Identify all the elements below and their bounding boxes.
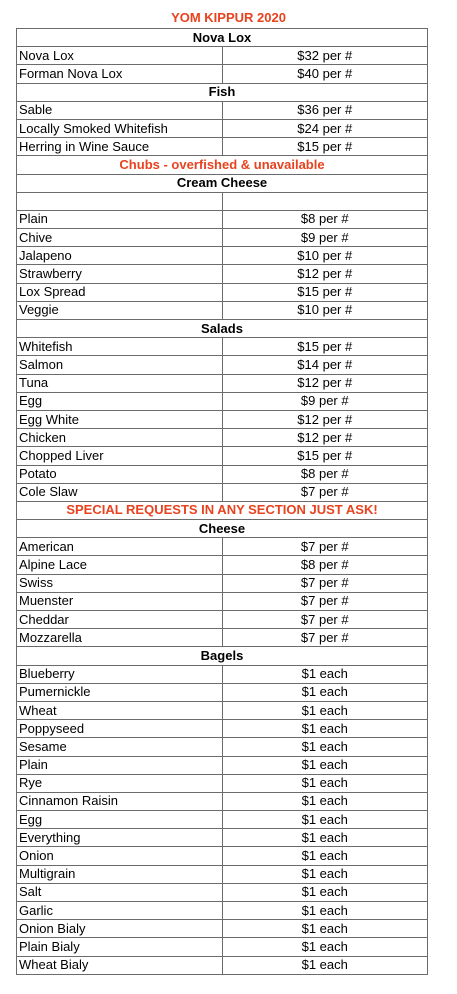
table-row [17, 483, 428, 501]
item-name: Forman Nova Lox [17, 65, 223, 83]
section-header: Cheese [17, 520, 428, 538]
table-row [17, 119, 428, 137]
item-name: Everything [17, 829, 223, 847]
item-name: Egg [17, 811, 223, 829]
table-row [17, 465, 428, 483]
item-name: Veggie [17, 301, 223, 319]
item-price: $1 each [222, 738, 428, 756]
item-name: Pumernickle [17, 683, 223, 701]
item-price: $1 each [222, 865, 428, 883]
item-price: $7 per # [222, 574, 428, 592]
item-name: Muenster [17, 592, 223, 610]
item-name: Poppyseed [17, 720, 223, 738]
item-name: Chicken [17, 429, 223, 447]
item-price: $8 per # [222, 465, 428, 483]
notice-text: SPECIAL REQUESTS IN ANY SECTION JUST ASK! [17, 501, 428, 519]
table-row [17, 229, 428, 247]
table-row [17, 556, 428, 574]
item-price: $1 each [222, 701, 428, 719]
item-price: $15 per # [222, 338, 428, 356]
item-price: $12 per # [222, 429, 428, 447]
table-row [17, 47, 428, 65]
table-row [17, 265, 428, 283]
item-price: $1 each [222, 829, 428, 847]
table-row [17, 774, 428, 792]
item-name: Egg White [17, 410, 223, 428]
item-price: $8 per # [222, 556, 428, 574]
item-price: $1 each [222, 774, 428, 792]
item-price: $40 per # [222, 65, 428, 83]
section-header-row [17, 647, 428, 665]
item-name: Plain Bialy [17, 938, 223, 956]
item-name: Plain [17, 756, 223, 774]
item-price: $10 per # [222, 247, 428, 265]
table-row [17, 956, 428, 974]
section-header-row [17, 29, 428, 47]
blank-cell-item [17, 192, 223, 210]
item-price: $1 each [222, 665, 428, 683]
item-name: American [17, 538, 223, 556]
table-row [17, 847, 428, 865]
table-row [17, 338, 428, 356]
item-price: $1 each [222, 720, 428, 738]
notice-row [17, 501, 428, 519]
table-row [17, 538, 428, 556]
item-name: Cinnamon Raisin [17, 792, 223, 810]
table-row [17, 883, 428, 901]
table-row [17, 101, 428, 119]
item-price: $32 per # [222, 47, 428, 65]
item-name: Cole Slaw [17, 483, 223, 501]
notice-text: Chubs - overfished & unavailable [17, 156, 428, 174]
section-header-row [17, 174, 428, 192]
table-row [17, 374, 428, 392]
item-price: $1 each [222, 938, 428, 956]
section-header: Cream Cheese [17, 174, 428, 192]
item-name: Tuna [17, 374, 223, 392]
item-price: $7 per # [222, 611, 428, 629]
table-row [17, 283, 428, 301]
section-header: Fish [17, 83, 428, 101]
item-price: $1 each [222, 847, 428, 865]
item-price: $36 per # [222, 101, 428, 119]
item-name: Strawberry [17, 265, 223, 283]
item-price: $7 per # [222, 629, 428, 647]
notice-row [17, 156, 428, 174]
item-name: Egg [17, 392, 223, 410]
section-header: Bagels [17, 647, 428, 665]
item-name: Herring in Wine Sauce [17, 138, 223, 156]
table-row [17, 920, 428, 938]
table-row [17, 756, 428, 774]
table-row [17, 792, 428, 810]
price-list-body [17, 29, 428, 975]
table-row [17, 210, 428, 228]
item-price: $8 per # [222, 210, 428, 228]
item-name: Onion [17, 847, 223, 865]
table-row [17, 629, 428, 647]
table-row [17, 429, 428, 447]
item-name: Sable [17, 101, 223, 119]
item-name: Garlic [17, 902, 223, 920]
section-header: Salads [17, 320, 428, 338]
table-row [17, 574, 428, 592]
table-row [17, 665, 428, 683]
table-row [17, 701, 428, 719]
item-price: $9 per # [222, 229, 428, 247]
item-price: $1 each [222, 956, 428, 974]
table-row [17, 902, 428, 920]
table-row [17, 447, 428, 465]
table-row [17, 65, 428, 83]
item-name: Plain [17, 210, 223, 228]
item-name: Potato [17, 465, 223, 483]
table-row [17, 865, 428, 883]
table-row [17, 392, 428, 410]
item-name: Mozzarella [17, 629, 223, 647]
table-row [17, 829, 428, 847]
item-price: $1 each [222, 756, 428, 774]
item-price: $12 per # [222, 410, 428, 428]
item-price: $1 each [222, 920, 428, 938]
table-row [17, 720, 428, 738]
item-name: Chive [17, 229, 223, 247]
item-price: $1 each [222, 792, 428, 810]
item-name: Locally Smoked Whitefish [17, 119, 223, 137]
item-name: Sesame [17, 738, 223, 756]
item-name: Swiss [17, 574, 223, 592]
item-price: $7 per # [222, 483, 428, 501]
item-price: $10 per # [222, 301, 428, 319]
page-title: YOM KIPPUR 2020 [171, 10, 286, 25]
item-price: $1 each [222, 902, 428, 920]
item-price: $15 per # [222, 138, 428, 156]
item-name: Jalapeno [17, 247, 223, 265]
table-row [17, 683, 428, 701]
table-row [17, 611, 428, 629]
price-list-table [16, 28, 428, 975]
item-price: $1 each [222, 811, 428, 829]
item-price: $14 per # [222, 356, 428, 374]
item-name: Multigrain [17, 865, 223, 883]
table-row [17, 301, 428, 319]
item-price: $1 each [222, 683, 428, 701]
table-row [17, 738, 428, 756]
blank-cell-price [222, 192, 428, 210]
section-header-row [17, 320, 428, 338]
item-name: Blueberry [17, 665, 223, 683]
item-price: $12 per # [222, 374, 428, 392]
table-row [17, 938, 428, 956]
item-price: $9 per # [222, 392, 428, 410]
table-row [17, 811, 428, 829]
table-row [17, 592, 428, 610]
item-name: Nova Lox [17, 47, 223, 65]
item-name: Onion Bialy [17, 920, 223, 938]
table-row [17, 138, 428, 156]
section-header: Nova Lox [17, 29, 428, 47]
item-name: Salt [17, 883, 223, 901]
table-row [17, 356, 428, 374]
item-price: $7 per # [222, 592, 428, 610]
item-price: $15 per # [222, 283, 428, 301]
item-name: Wheat Bialy [17, 956, 223, 974]
section-header-row [17, 520, 428, 538]
section-header-row [17, 83, 428, 101]
item-name: Lox Spread [17, 283, 223, 301]
item-price: $1 each [222, 883, 428, 901]
item-price: $7 per # [222, 538, 428, 556]
table-row [17, 247, 428, 265]
blank-row [17, 192, 428, 210]
item-name: Chopped Liver [17, 447, 223, 465]
item-name: Salmon [17, 356, 223, 374]
table-row [17, 410, 428, 428]
item-name: Rye [17, 774, 223, 792]
item-price: $12 per # [222, 265, 428, 283]
item-name: Whitefish [17, 338, 223, 356]
item-name: Cheddar [17, 611, 223, 629]
item-name: Wheat [17, 701, 223, 719]
item-name: Alpine Lace [17, 556, 223, 574]
item-price: $24 per # [222, 119, 428, 137]
item-price: $15 per # [222, 447, 428, 465]
